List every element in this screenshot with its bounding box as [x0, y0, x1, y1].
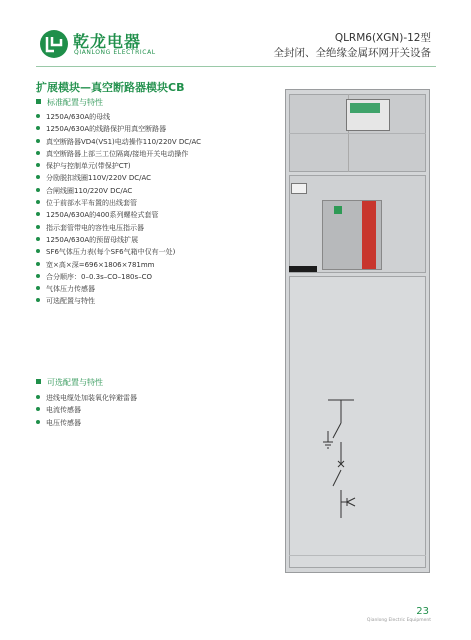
relay-display-icon [350, 103, 380, 113]
list-item: 电压传感器 [36, 417, 137, 429]
cabinet-divider [289, 133, 426, 134]
green-square-icon [36, 379, 41, 384]
green-dot-icon [36, 114, 40, 118]
product-subtitle: 全封闭、全绝缘金属环网开关设备 [273, 47, 431, 59]
footer-text: Qianlong Electric Equipment [366, 618, 431, 623]
list-item: 真空断路器上部三工位隔离/接地开关电动操作 [36, 148, 201, 160]
green-dot-icon [36, 262, 40, 266]
section-title: 扩展模块—真空断路器模块CB [36, 81, 185, 94]
green-dot-icon [36, 188, 40, 192]
cabinet-divider [289, 555, 426, 556]
green-dot-icon [36, 175, 40, 179]
brand-name: 乾龙电器 [73, 32, 142, 51]
green-dot-icon [36, 249, 40, 253]
green-square-icon [36, 99, 41, 104]
product-model: QLRM6(XGN)-12型 [334, 32, 431, 44]
optional-config-heading: 可选配置与特性 [36, 377, 103, 388]
list-item: 1250A/630A的400系列螺栓式套管 [36, 209, 201, 221]
logo-mark-icon [40, 30, 68, 58]
list-item: 保护与控制单元(带保护CT) [36, 160, 201, 172]
list-item: 1250A/630A的线路保护用真空断路器 [36, 123, 201, 135]
optional-feature-list [36, 392, 137, 429]
list-item: 宽×高×深=696×1806×781mm [36, 259, 201, 271]
green-dot-icon [36, 286, 40, 290]
green-dot-icon [36, 274, 40, 278]
single-line-diagram [316, 398, 366, 520]
green-dot-icon [36, 163, 40, 167]
list-item: 指示套管带电的容性电压指示器 [36, 222, 201, 234]
status-indicator-icon [334, 206, 342, 214]
header-divider [36, 66, 436, 67]
list-item: 1250A/630A的预留母线扩展 [36, 234, 201, 246]
list-item: 进线电缆处加装氧化锌避雷器 [36, 392, 137, 404]
list-item: 电流传感器 [36, 404, 137, 416]
list-item: 可选配置与特性 [36, 295, 201, 307]
green-dot-icon [36, 420, 40, 424]
list-item: 真空断路器VD4(VS1)电动操作110/220V DC/AC [36, 136, 201, 148]
green-dot-icon [36, 212, 40, 216]
breaker-red-panel [362, 201, 376, 269]
green-dot-icon [36, 407, 40, 411]
disconnector-blade [333, 423, 341, 438]
nameplate-icon [291, 183, 307, 194]
list-item: 合闸线圈110/220V DC/AC [36, 185, 201, 197]
standard-config-heading: 标准配置与特性 [36, 97, 103, 108]
list-item: 分励脱扣线圈110V/220V DC/AC [36, 172, 201, 184]
cable-bushing-symbol [347, 502, 355, 506]
breaker-blade [333, 470, 341, 486]
green-dot-icon [36, 151, 40, 155]
green-dot-icon [36, 126, 40, 130]
green-dot-icon [36, 225, 40, 229]
indicator-strip-icon [289, 266, 317, 272]
list-item: 位于前部水平布置的出线套管 [36, 197, 201, 209]
green-dot-icon [36, 237, 40, 241]
green-dot-icon [36, 139, 40, 143]
page-number: 23 [416, 606, 429, 617]
list-item: 合分顺序：0–0.3s–CO–180s–CO [36, 271, 201, 283]
cable-bushing-symbol [347, 498, 355, 502]
list-item: 1250A/630A的母线 [36, 111, 201, 123]
list-item: 气体压力传感器 [36, 283, 201, 295]
standard-feature-list [36, 111, 201, 308]
green-dot-icon [36, 395, 40, 399]
green-dot-icon [36, 298, 40, 302]
list-item: SF6气体压力表(每个SF6气箱中仅有一处) [36, 246, 201, 258]
brand-name-en: QIANLONG ELECTRICAL [74, 49, 156, 56]
green-dot-icon [36, 200, 40, 204]
